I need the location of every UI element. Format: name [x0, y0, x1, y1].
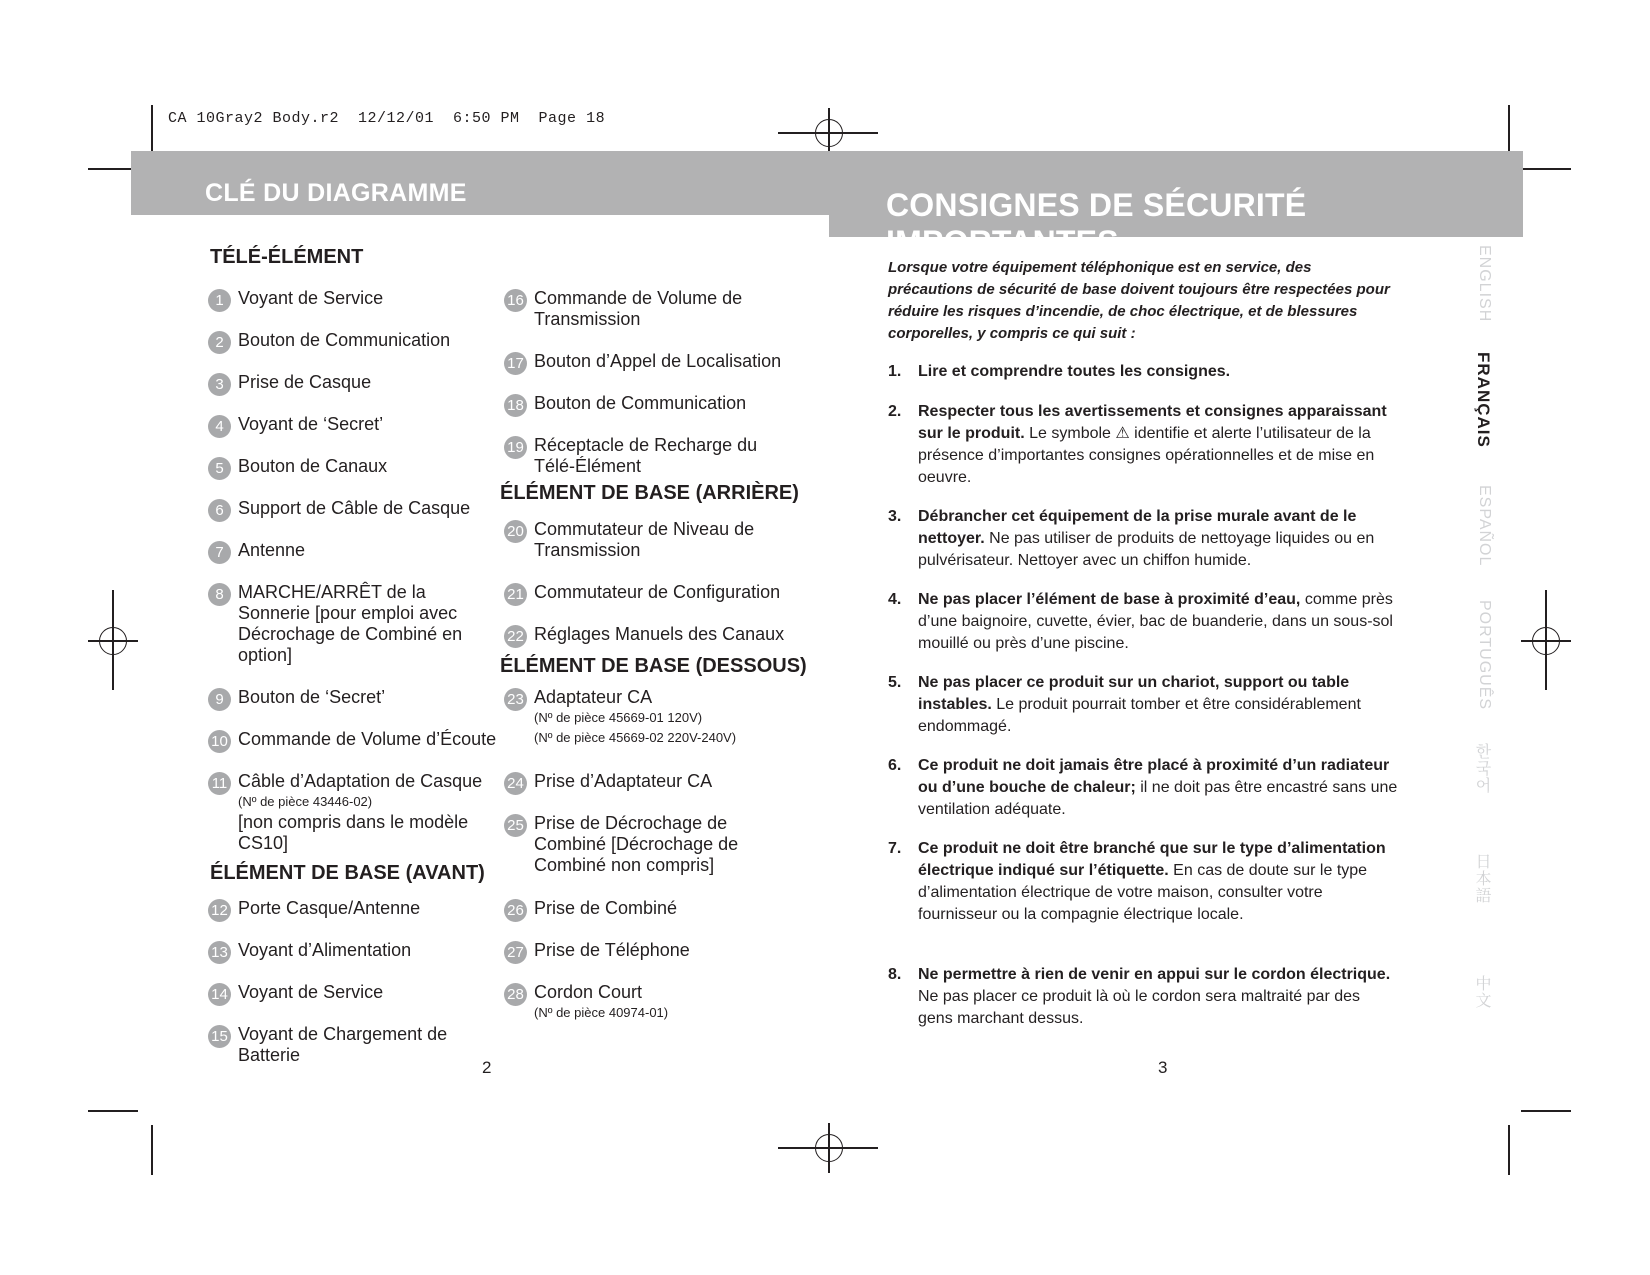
list-item: 13 Voyant d’Alimentation: [238, 940, 506, 961]
crop-mark: [1521, 168, 1571, 170]
list-item: 17 Bouton d’Appel de Localisation: [534, 351, 802, 372]
crop-mark: [151, 105, 153, 155]
list-item: 23 Adaptateur CA (Nº de pièce 45669-01 120V) (Nº de pièce 45669-02 220V-240V): [534, 687, 802, 748]
list-item: 5 Bouton de Canaux: [238, 456, 506, 477]
registration-circle: [815, 119, 843, 147]
list-item: 27 Prise de Téléphone: [534, 940, 802, 961]
crop-mark: [88, 1110, 138, 1112]
language-tab-english[interactable]: ENGLISH: [1476, 245, 1493, 323]
crop-mark: [1508, 1125, 1510, 1175]
crop-mark: [1508, 105, 1510, 155]
list-item: 3 Prise de Casque: [238, 372, 506, 393]
language-tab-francais[interactable]: FRANÇAIS: [1474, 352, 1493, 448]
list-item: 9 Bouton de ‘Secret’: [238, 687, 506, 708]
crop-mark: [1521, 1110, 1571, 1112]
right-page-title: CONSIGNES DE SÉCURITÉ IMPORTANTES: [886, 187, 1307, 260]
safety-item: 8. Ne permettre à rien de venir en appui sur le cordon électrique. Ne pas placer ce produit là où le cordon sera maltraité par des gens marchant dessus.: [888, 966, 1391, 1027]
list-item: 15 Voyant de Chargement de Batterie: [238, 1024, 458, 1066]
language-tab-chinese[interactable]: 中文: [1473, 975, 1490, 1009]
language-tab-korean[interactable]: 한국어: [1473, 743, 1490, 794]
print-slug: CA 10Gray2 Body.r2 12/12/01 6:50 PM Page 18: [168, 110, 606, 127]
list-item: 28 Cordon Court (Nº de pièce 40974-01): [534, 982, 802, 1023]
left-page-number: 2: [482, 1058, 492, 1077]
list-item: 7 Antenne: [238, 540, 506, 561]
safety-item: 7. Ce produit ne doit être branché que sur le type d’alimentation électrique indiqué sur l’étiquette. En cas de doute sur le type d’alimentation électrique de votre maison, consulter votre fournisseur ou la compagnie électrique locale.: [888, 840, 1386, 923]
safety-item: 4. Ne pas placer l’élément de base à proximité d’eau, comme près d’une baignoire, cuvette, évier, bac de buanderie, dans un sous-sol mouillé ou près d’une piscine.: [888, 591, 1393, 652]
section-heading-base-arriere: ÉLÉMENT DE BASE (ARRIÈRE): [500, 482, 799, 504]
list-item: 12 Porte Casque/Antenne: [238, 898, 506, 919]
right-page-number: 3: [1158, 1058, 1168, 1077]
section-heading-base-avant: ÉLÉMENT DE BASE (AVANT): [210, 862, 485, 884]
list-item: 26 Prise de Combiné: [534, 898, 802, 919]
section-heading-tele-element: TÉLÉ-ÉLÉMENT: [210, 246, 364, 268]
left-page-title: CLÉ DU DIAGRAMME: [205, 179, 467, 207]
list-item: 14 Voyant de Service: [238, 982, 506, 1003]
safety-item: 2. Respecter tous les avertissements et consignes apparaissant sur le produit. Le symbole ⚠ identifie et alerte l’utilisateur de la présence d’importantes consignes opérationnelles et de mise en oeuvre.: [888, 403, 1387, 486]
safety-intro: Lorsque votre équipement téléphonique est en service, des précautions de sécurité de base doivent toujours être respectées pour réduire les risques d’incendie, de choc électrique, et de blessures corporelles, y compris ce qui suit :: [888, 259, 1390, 342]
registration-circle: [99, 627, 127, 655]
language-tab-portugues[interactable]: PORTUGUÊS: [1476, 600, 1493, 711]
list-item: 11 Câble d’Adaptation de Casque (Nº de pièce 43446-02) [non compris dans le modèle CS10]: [238, 771, 483, 854]
safety-item: 6. Ce produit ne doit jamais être placé à proximité d’un radiateur ou d’une bouche de chaleur; il ne doit pas être encastré sans une ventilation adéquate.: [888, 757, 1398, 818]
safety-item: 3. Débrancher cet équipement de la prise murale avant de le nettoyer. Ne pas utiliser de produits de nettoyage liquides ou en pulvérisateur. Nettoyer avec un chiffon humide.: [888, 508, 1375, 569]
registration-circle: [815, 1134, 843, 1162]
list-item: 19 Réceptacle de Recharge du Télé-Élément: [534, 435, 792, 477]
list-item: 24 Prise d’Adaptateur CA: [534, 771, 802, 792]
left-header-band: [131, 151, 829, 215]
language-tab-espanol[interactable]: ESPAÑOL: [1476, 485, 1493, 567]
language-tab-japanese[interactable]: 日本語: [1473, 853, 1490, 904]
list-item: 4 Voyant de ‘Secret’: [238, 414, 506, 435]
list-item: 2 Bouton de Communication: [238, 330, 506, 351]
list-item: 8 MARCHE/ARRÊT de la Sonnerie [pour emploi avec Décrochage de Combiné en option]: [238, 582, 483, 666]
list-item: 6 Support de Câble de Casque: [238, 498, 506, 519]
list-item: 21 Commutateur de Configuration: [534, 582, 802, 603]
safety-item: 5. Ne pas placer ce produit sur un chariot, support ou table instables. Le produit pourrait tomber et être considérablement endommagé.: [888, 674, 1361, 735]
registration-circle: [1532, 627, 1560, 655]
safety-item: 1. Lire et comprendre toutes les consignes.: [888, 363, 1231, 380]
crop-mark: [151, 1125, 153, 1175]
list-item: 16 Commande de Volume de Transmission: [534, 288, 774, 330]
section-heading-base-dessous: ÉLÉMENT DE BASE (DESSOUS): [500, 655, 807, 677]
right-header-band: [829, 151, 1523, 260]
list-item: 10 Commande de Volume d’Écoute: [238, 729, 506, 750]
list-item: 18 Bouton de Communication: [534, 393, 802, 414]
list-item: 22 Réglages Manuels des Canaux: [534, 624, 802, 645]
list-item: 1 Voyant de Service: [238, 288, 506, 309]
list-item: 20 Commutateur de Niveau de Transmission: [534, 519, 774, 561]
list-item: 25 Prise de Décrochage de Combiné [Décrochage de Combiné non compris]: [534, 813, 804, 876]
